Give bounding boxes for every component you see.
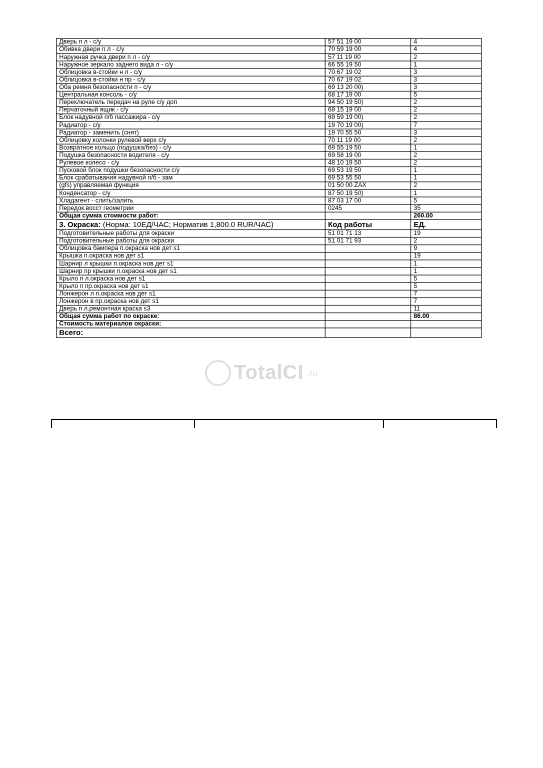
- work-code-cell: 57 51 19 00: [325, 38, 411, 46]
- work-units-cell: 1: [411, 189, 482, 197]
- work-name-cell: Конденсатор - с/у: [56, 189, 325, 197]
- total-row: [56, 212, 481, 220]
- paint-code-cell: [325, 252, 411, 260]
- work-name-cell: Облицовку колонки рулевой верх с/у: [56, 137, 325, 145]
- work-name-cell: Обивка двери п л - с/у: [56, 46, 325, 54]
- paint-total-label: Общая сумма работ по окраске:: [56, 313, 325, 321]
- section-norm: (Норма: 10ЕД/ЧАС; Норматив 1,800.0 RUR/ЧАС): [102, 219, 274, 229]
- paint-code-cell: [325, 305, 411, 313]
- watermark-suffix: .ru: [306, 368, 318, 378]
- work-units-cell: 4: [411, 38, 482, 46]
- paint-units-cell: 5: [411, 283, 482, 291]
- work-units-cell: 3: [411, 69, 482, 77]
- total-spacer: [325, 313, 411, 321]
- work-units-cell: 4: [411, 46, 482, 54]
- grand-total-row: [56, 328, 481, 337]
- paint-total-value: 86.00: [411, 313, 482, 321]
- work-code-cell: 68 15 19 00: [325, 106, 411, 114]
- paint-code-cell: [325, 298, 411, 306]
- work-name-cell: Перчаточный ящик - с/у: [56, 106, 325, 114]
- column-header-units: ЕД.: [411, 220, 482, 230]
- paint-units-cell: 19: [411, 230, 482, 238]
- work-code-cell: 66 55 19 50: [325, 61, 411, 69]
- work-units-cell: 1: [411, 144, 482, 152]
- paint-name-cell: Крышка п.окраска нов дет s1: [56, 252, 325, 260]
- work-name-cell: Хладагент - слить/залить: [56, 197, 325, 205]
- table-body: [56, 38, 481, 337]
- work-name-cell: Наружная ручка двери п л - с/у: [56, 53, 325, 61]
- paint-name-cell: Крыло п л.окраска нов дет s1: [56, 275, 325, 283]
- grand-total-value: [411, 328, 482, 337]
- work-code-cell: 87 50 19 50): [325, 189, 411, 197]
- paint-units-cell: 9: [411, 245, 482, 253]
- work-name-cell: Дверь п л - с/у: [56, 38, 325, 46]
- work-units-cell: 1: [411, 167, 482, 175]
- work-units-cell: 1: [411, 61, 482, 69]
- work-code-cell: 70 59 19 00: [325, 46, 411, 54]
- table-row: [56, 91, 481, 99]
- paint-name-cell: Лонжерон в пр.окраска нов дет s1: [56, 298, 325, 306]
- paint-name-cell: Шарнир л крышки п.окраска нов дет s1: [56, 260, 325, 268]
- work-code-cell: 70 11 19 00: [325, 137, 411, 145]
- paint-units-cell: 1: [411, 267, 482, 275]
- work-units-cell: 2: [411, 152, 482, 160]
- work-name-cell: Облицовка в-стойки н л - с/у: [56, 69, 325, 77]
- table-row: [56, 129, 481, 137]
- work-code-cell: 69 13 20 00): [325, 84, 411, 92]
- table-row: [56, 189, 481, 197]
- table-row: [56, 237, 481, 245]
- table-row: [56, 245, 481, 253]
- materials-value: [411, 320, 482, 328]
- bottom-table-stub: [51, 419, 497, 428]
- work-name-cell: Возвратное кольцо (подушка/без) - с/у: [56, 144, 325, 152]
- work-name-cell: Оба ремня безопасности п - с/у: [56, 84, 325, 92]
- work-name-cell: Облицовка в-стойки н пр - с/у: [56, 76, 325, 84]
- section-header-row: [56, 220, 481, 230]
- paint-units-cell: 2: [411, 237, 482, 245]
- total-spacer: [325, 328, 411, 337]
- paint-code-cell: [325, 275, 411, 283]
- work-code-cell: 70 67 19 02: [325, 69, 411, 77]
- work-units-cell: 5: [411, 197, 482, 205]
- watermark-logo-icon: [205, 360, 231, 386]
- table-row: [56, 38, 481, 46]
- work-name-cell: Передок.восст геометрии: [56, 205, 325, 213]
- work-name-cell: Пусковой блок подушки безопасности с/у: [56, 167, 325, 175]
- paint-units-cell: 7: [411, 290, 482, 298]
- stub-cell: [52, 420, 195, 428]
- paint-name-cell: Крыло п пр.окраска нов дет s1: [56, 283, 325, 291]
- paint-units-cell: 5: [411, 275, 482, 283]
- work-units-cell: 3: [411, 76, 482, 84]
- paint-code-cell: [325, 290, 411, 298]
- paint-name-cell: Подготовительные работы для окраски: [56, 237, 325, 245]
- paint-units-cell: 1: [411, 260, 482, 268]
- table-row: [56, 159, 481, 167]
- paint-code-cell: [325, 245, 411, 253]
- work-units-cell: 2: [411, 53, 482, 61]
- table-row: [56, 114, 481, 122]
- work-units-cell: 5: [411, 91, 482, 99]
- total-label: Общая сумма стоимости работ:: [56, 212, 325, 220]
- table-row: [56, 260, 481, 268]
- paint-code-cell: [325, 267, 411, 275]
- table-row: [56, 61, 481, 69]
- paint-units-cell: 7: [411, 298, 482, 306]
- paint-name-cell: Лонжерон л п.окраска нов дет s1: [56, 290, 325, 298]
- work-units-cell: 2: [411, 114, 482, 122]
- section-title-cell: [56, 220, 325, 230]
- work-name-cell: Наружное зеркало заднего вида л - с/у: [56, 61, 325, 69]
- paint-name-cell: Подготовительные работы для окраски: [56, 230, 325, 238]
- table-row: [56, 290, 481, 298]
- table-row: [56, 106, 481, 114]
- work-units-cell: 3: [411, 84, 482, 92]
- work-code-cell: 69 59 19 00): [325, 114, 411, 122]
- paint-name-cell: Шарнир пр крышки п.окраска нов дет s1: [56, 267, 325, 275]
- work-code-cell: 0245: [325, 205, 411, 213]
- work-units-cell: 7: [411, 121, 482, 129]
- work-code-cell: 69 53 55 50: [325, 174, 411, 182]
- table-row: [56, 174, 481, 182]
- paint-code-cell: [325, 283, 411, 291]
- work-code-cell: 68 17 19 00: [325, 91, 411, 99]
- table-row: [56, 167, 481, 175]
- table-row: [56, 121, 481, 129]
- work-name-cell: (gfs) управляемая функция: [56, 182, 325, 190]
- paint-code-cell: 51 01 71 93: [325, 237, 411, 245]
- work-units-cell: 3: [411, 129, 482, 137]
- table-row: [56, 99, 481, 107]
- materials-row: [56, 320, 481, 328]
- work-name-cell: Блок надувной п/б пассажира - с/у: [56, 114, 325, 122]
- paint-name-cell: Облицовка бампера п.окраска нов дет s1: [56, 245, 325, 253]
- table-row: [56, 137, 481, 145]
- table-row: [56, 46, 481, 54]
- table-row: [56, 69, 481, 77]
- work-name-cell: Подушка безопасности водителя - с/у: [56, 152, 325, 160]
- table-row: [56, 305, 481, 313]
- work-code-cell: 69 53 19 50: [325, 167, 411, 175]
- total-value: 260.00: [411, 212, 482, 220]
- stub-cell: [384, 420, 496, 428]
- work-units-cell: 35: [411, 205, 482, 213]
- paint-units-cell: 11: [411, 305, 482, 313]
- work-code-cell: 94 50 19 50): [325, 99, 411, 107]
- work-code-cell: 69 58 19 00: [325, 152, 411, 160]
- table-row: [56, 84, 481, 92]
- total-spacer: [325, 212, 411, 220]
- paint-name-cell: Дверь п л.ремонтная краска s3: [56, 305, 325, 313]
- work-units-cell: 2: [411, 159, 482, 167]
- work-units-cell: 2: [411, 106, 482, 114]
- work-units-cell: 1: [411, 174, 482, 182]
- work-code-cell: 01 50 00 ZAX: [325, 182, 411, 190]
- work-code-cell: 57 11 19 00: [325, 53, 411, 61]
- table-row: [56, 76, 481, 84]
- work-units-cell: 2: [411, 182, 482, 190]
- work-code-cell: 19 70 55 50: [325, 129, 411, 137]
- table-row: [56, 144, 481, 152]
- table-row: [56, 197, 481, 205]
- table-row: [56, 230, 481, 238]
- table-row: [56, 53, 481, 61]
- table-row: [56, 275, 481, 283]
- table-row: [56, 283, 481, 291]
- table-row: [56, 182, 481, 190]
- stub-cell: [195, 420, 383, 428]
- repair-estimate-table: [56, 38, 482, 338]
- work-code-cell: 48 10 19 50: [325, 159, 411, 167]
- column-header-code: Код работы: [325, 220, 411, 230]
- work-units-cell: 2: [411, 99, 482, 107]
- work-code-cell: 87 03 17 00: [325, 197, 411, 205]
- work-name-cell: Радиатор - заменить (снят): [56, 129, 325, 137]
- work-units-cell: 2: [411, 137, 482, 145]
- total-row: [56, 313, 481, 321]
- table-row: [56, 298, 481, 306]
- work-code-cell: 69 55 19 50: [325, 144, 411, 152]
- work-name-cell: Блок срабатывания надувной п/б - зам: [56, 174, 325, 182]
- table-row: [56, 267, 481, 275]
- work-name-cell: Центральная консоль - с/у: [56, 91, 325, 99]
- watermark: [205, 360, 318, 386]
- paint-code-cell: [325, 260, 411, 268]
- work-code-cell: 19 70 19 00): [325, 121, 411, 129]
- paint-code-cell: 51 01 71 13: [325, 230, 411, 238]
- watermark-brand: TotalCI: [234, 361, 304, 384]
- table-row: [56, 252, 481, 260]
- materials-label: Стоимость материалов окраски:: [56, 320, 325, 328]
- section-title: 3. Окраска:: [59, 219, 101, 229]
- grand-total-label: Всего:: [56, 328, 325, 337]
- work-name-cell: Рулевое колесо - с/у: [56, 159, 325, 167]
- work-name-cell: Радиатор - с/у: [56, 121, 325, 129]
- paint-units-cell: 19: [411, 252, 482, 260]
- work-code-cell: 70 67 19 02: [325, 76, 411, 84]
- table-row: [56, 152, 481, 160]
- total-spacer: [325, 320, 411, 328]
- work-name-cell: Переключатель передач на руле с/у доп: [56, 99, 325, 107]
- table-row: [56, 205, 481, 213]
